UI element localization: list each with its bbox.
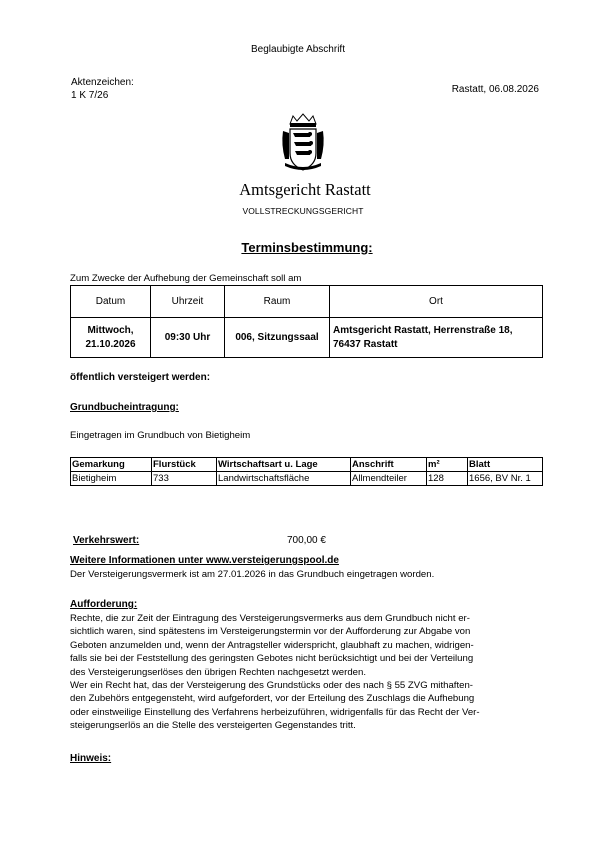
grundbuch-text: Eingetragen im Grundbuch von Bietigheim — [70, 430, 251, 441]
aufforderung-line: Rechte, die zur Zeit der Eintragung des Versteigerungsvermerks aus dem Grundbuch nicht er- — [70, 613, 470, 624]
place-date: Rastatt, 06.08.2026 — [451, 84, 539, 95]
intro-text: Zum Zwecke der Aufhebung der Gemeinschaft soll am — [70, 273, 302, 284]
termin-header-row — [71, 286, 543, 318]
termin-header-uhrzeit: Uhrzeit — [151, 286, 225, 318]
aufforderung-line: des Versteigerungserlöses den übrigen Rechten nachgesetzt werden. — [70, 666, 366, 678]
grundbuch-header-qm: m² — [427, 458, 468, 472]
termin-date-cell — [71, 318, 151, 358]
grundbuch-flurstueck: 733 — [152, 472, 217, 486]
hinweis-heading: Hinweis: — [70, 753, 112, 764]
termin-date-line2: 21.10.2026 — [85, 338, 136, 350]
info-text: Der Versteigerungsvermerk ist am 27.01.2026 in das Grundbuch eingetragen worden. — [70, 569, 435, 580]
aufforderung-heading: Aufforderung: — [70, 599, 138, 610]
grundbuch-header-anschrift: Anschrift — [351, 458, 427, 472]
aufforderung-line: oder einstweilige Einstellung des Verfahrens herbeizuführen, widrigenfalls für das Recht der Ver- — [70, 706, 480, 718]
termin-place-cell — [330, 318, 543, 358]
info-heading: Weitere Informationen unter www.versteigerungspool.de — [70, 555, 339, 566]
aktenzeichen-value: 1 K 7/26 — [71, 90, 109, 101]
aufforderung-line: Geboten anzumelden und, wenn der Antragsteller widerspricht, glaubhaft zu machen, widrigen- — [70, 639, 474, 651]
grundbuch-header-flurstueck: Flurstück — [152, 458, 217, 472]
termin-date-line1: Mittwoch, — [87, 324, 134, 336]
grundbuch-blatt: 1656, BV Nr. 1 — [468, 472, 543, 486]
aufforderung-line: sichtlich waren, sind spätestens im Versteigerungstermin vor der Aufforderung zur Abgabe von — [70, 626, 471, 638]
grundbuch-header-row — [71, 458, 543, 472]
grundbuch-wirtschaftsart: Landwirtschaftsfläche — [217, 472, 351, 486]
termin-header-ort: Ort — [330, 286, 543, 318]
aufforderung-paragraph — [70, 612, 546, 733]
termin-header-datum: Datum — [71, 286, 151, 318]
aufforderung-line: steigerungserlös an die Stelle des versteigerten Gegenstandes tritt. — [70, 720, 356, 732]
termin-room: 006, Sitzungssaal — [225, 318, 330, 358]
grundbuch-gemarkung: Bietigheim — [71, 472, 152, 486]
grundbuch-heading: Grundbucheintragung: — [70, 402, 179, 413]
versteigert-text: öffentlich versteigert werden: — [70, 372, 211, 383]
grundbuch-header-gemarkung: Gemarkung — [71, 458, 152, 472]
grundbuch-qm: 128 — [427, 472, 468, 486]
aktenzeichen-block — [71, 76, 134, 102]
termin-place-line1: Amtsgericht Rastatt, Herrenstraße 18, — [333, 324, 513, 336]
grundbuch-header-wirtschaftsart: Wirtschaftsart u. Lage — [217, 458, 351, 472]
aufforderung-line: Wer ein Recht hat, das der Versteigerung des Grundstücks oder des nach § 55 ZVG mithaften- — [70, 680, 473, 692]
termin-data-row — [71, 318, 543, 358]
termin-place-line2: 76437 Rastatt — [333, 338, 398, 350]
termin-header-raum: Raum — [225, 286, 330, 318]
termin-table — [70, 285, 543, 358]
page-title: Terminsbestimmung: — [241, 240, 373, 255]
court-subtitle: VOLLSTRECKUNGSGERICHT — [242, 206, 364, 216]
coat-of-arms-icon — [281, 113, 325, 173]
aktenzeichen-label: Aktenzeichen: — [71, 77, 134, 88]
aufforderung-line: falls sie bei der Feststellung des geringsten Gebotes nicht berücksichtigt und bei der Verteilung — [70, 653, 474, 665]
court-name: Amtsgericht Rastatt — [239, 180, 371, 199]
aufforderung-line: den Zubehörs entgegensteht, wird aufgefordert, vor der Erteilung des Zuschlags die Aufhebung — [70, 693, 475, 705]
termin-time: 09:30 Uhr — [151, 318, 225, 358]
grundbuch-data-row — [71, 472, 543, 486]
document-label: Beglaubigte Abschrift — [251, 44, 345, 55]
grundbuch-header-blatt: Blatt — [468, 458, 543, 472]
verkehrswert-label: Verkehrswert: — [73, 535, 140, 546]
grundbuch-anschrift: Allmendteiler — [351, 472, 427, 486]
verkehrswert-value: 700,00 € — [287, 535, 326, 546]
grundbuch-table — [70, 457, 543, 486]
